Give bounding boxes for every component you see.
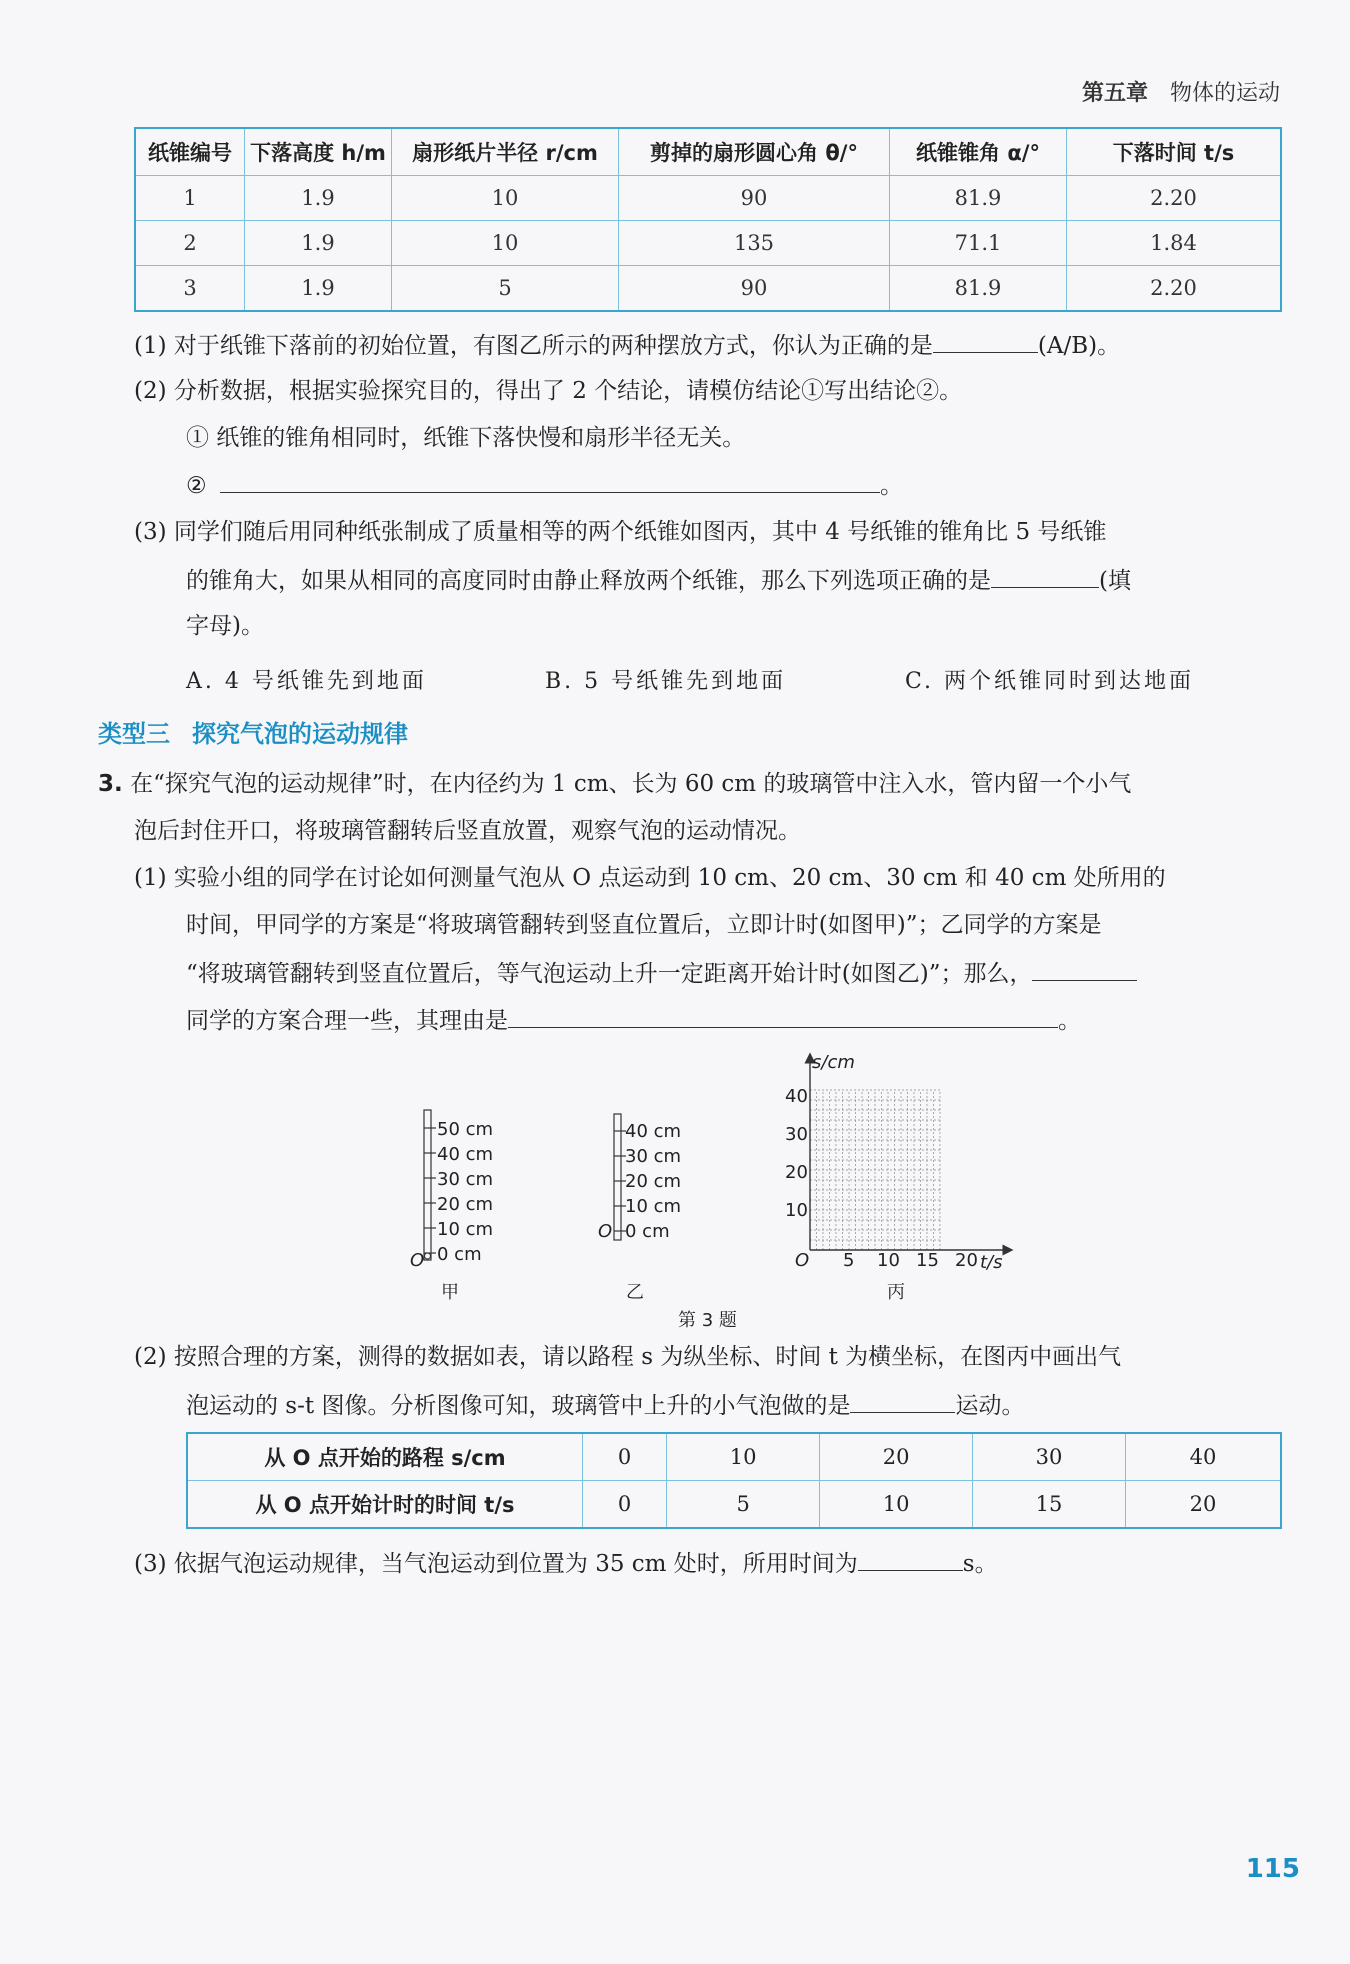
table-row [135,176,1281,221]
q2-part1-end: (A/B)。 [1037,333,1121,359]
q2-part1-text: (1) 对于纸锥下落前的初始位置，有图乙所示的两种摆放方式，你认为正确的是 [134,333,933,359]
section-type: 类型三 [98,720,170,748]
table-cell: 20 [820,1433,973,1481]
answer-blank[interactable] [1032,956,1137,981]
question-figure-caption: 第 3 题 [678,1310,737,1331]
table-cell: 10 [667,1433,820,1481]
row-head-time: 从 O 点开始计时的时间 t/s [187,1481,583,1529]
table-cell: 81.9 [890,176,1067,221]
table-header-cell: 纸锥编号 [135,128,245,176]
answer-blank[interactable] [220,468,880,493]
answer-blank[interactable] [858,1546,963,1571]
question-number: 3. [98,771,123,797]
conclusion-1: ① 纸锥的锥角相同时，纸锥下落快慢和扇形半径无关。 [186,425,746,451]
table-cell: 10 [392,221,619,266]
q2-part3-line1: (3) 同学们随后用同种纸张制成了质量相等的两个纸锥如图丙，其中 4 号纸锥的锥角比 5 号纸锥 [134,519,1107,545]
chapter-number: 第五章 [1081,81,1148,106]
table-cell: 1.9 [245,176,392,221]
q3-part1-reason: 同学的方案合理一些，其理由是 [186,1008,508,1034]
table-cell: 90 [619,266,890,312]
table-row [187,1433,1281,1481]
q3-part1-end: 。 [1058,1008,1081,1034]
y-tick-label: 30 [785,1124,808,1145]
table-cell: 135 [619,221,890,266]
table-header-cell: 纸锥锥角 α/° [890,128,1067,176]
chapter-title: 物体的运动 [1169,81,1280,106]
table-cell: 10 [820,1481,973,1529]
figure-caption-yi: 乙 [626,1282,644,1303]
tick-label: 40 cm [437,1144,494,1165]
q3-intro-line1 [98,768,1131,800]
y-tick-label: 10 [785,1200,808,1221]
table-cell: 2 [135,221,245,266]
table-row [135,266,1281,312]
tick-label: 50 cm [437,1119,494,1140]
q2-part3-text: 的锥角大，如果从相同的高度同时由静止释放两个纸锥，那么下列选项正确的是 [186,568,991,594]
q3-part1-text: “将玻璃管翻转到竖直位置后，等气泡运动上升一定距离开始计时(如图乙)”；那么， [186,961,1033,987]
tick-label: 20 cm [437,1194,494,1215]
x-tick-label: 15 [916,1250,939,1271]
y-axis-label: s/cm [812,1052,855,1073]
table-cell: 3 [135,266,245,312]
x-axis-label: t/s [980,1252,1003,1273]
answer-blank[interactable] [933,328,1038,353]
table-header-cell: 下落高度 h/m [245,128,392,176]
table-cell: 30 [973,1433,1126,1481]
conclusion-2 [186,468,903,502]
q3-part1-line3 [186,956,1137,990]
q3-part1-line4 [186,1003,1081,1037]
option-a: A. 4 号纸锥先到地面 [186,669,427,694]
y-tick-label: 20 [785,1162,808,1183]
tick-label: 20 cm [625,1171,682,1192]
figure-caption-jia: 甲 [441,1282,459,1303]
section-title [98,714,408,749]
tick-label: 30 cm [625,1146,682,1167]
q3-part2-line2 [186,1388,1024,1422]
q2-part3-line3: 字母)。 [186,613,264,639]
q2-part3-line2 [186,563,1131,597]
table-row [135,221,1281,266]
q3-part2-text: 泡运动的 s-t 图像。分析图像可知，玻璃管中上升的小气泡做的是 [186,1393,851,1419]
tick-label: 0 cm [625,1221,670,1242]
y-tick-label: 40 [785,1086,808,1107]
table-cell: 2.20 [1067,176,1282,221]
q3-intro-text: 在“探究气泡的运动规律”时，在内径约为 1 cm、长为 60 cm 的玻璃管中注入水，管内留一个小气 [130,771,1132,797]
figure-bing-grid [790,1050,1020,1270]
x-tick-label: 5 [843,1250,855,1271]
bubble-data-table [186,1432,1282,1529]
table-cell: 81.9 [890,266,1067,312]
bubble-icon [425,1253,431,1259]
table-header-cell: 扇形纸片半径 r/cm [392,128,619,176]
table-cell: 5 [667,1481,820,1529]
table-cell: 1.9 [245,266,392,312]
table-cell: 5 [392,266,619,312]
tick-label: 40 cm [625,1121,682,1142]
q3-part1-line2: 时间，甲同学的方案是“将玻璃管翻转到竖直位置后，立即计时(如图甲)”；乙同学的方案是 [186,912,1102,938]
section-name: 探究气泡的运动规律 [192,720,408,748]
tick-label: 10 cm [625,1196,682,1217]
table-header-cell: 剪掉的扇形圆心角 θ/° [619,128,890,176]
q2-part2: (2) 分析数据，根据实验探究目的，得出了 2 个结论，请模仿结论①写出结论②。 [134,378,963,404]
table-cell: 2.20 [1067,266,1282,312]
tick-label: 10 cm [437,1219,494,1240]
q3-part3-end: s。 [962,1551,998,1577]
conclusion-2-end: 。 [879,473,903,499]
row-head-distance: 从 O 点开始的路程 s/cm [187,1433,583,1481]
table-cell: 1 [135,176,245,221]
answer-blank[interactable] [850,1388,955,1413]
q3-part2-end: 运动。 [955,1393,1025,1419]
page-number: 115 [1245,1854,1300,1884]
tick-label: 0 cm [437,1244,482,1265]
table-cell: 0 [583,1433,667,1481]
table-header-row [135,128,1281,176]
table-cell: 1.84 [1067,221,1282,266]
origin-label: O [410,1250,425,1271]
q2-part3-end: (填 [1099,568,1131,594]
table-cell: 40 [1125,1433,1281,1481]
figure-caption-bing: 丙 [887,1282,905,1303]
q3-part3 [134,1546,998,1580]
table-cell: 10 [392,176,619,221]
q3-part2-line1: (2) 按照合理的方案，测得的数据如表，请以路程 s 为纵坐标、时间 t 为横坐标，在图丙中画出气 [134,1344,1122,1370]
table-cell: 20 [1125,1481,1281,1529]
origin-label: O [598,1221,613,1242]
table-cell: 15 [973,1481,1126,1529]
conclusion-2-marker: ② [186,473,207,499]
chapter-header [1082,76,1280,107]
glass-tube-yi [614,1114,621,1240]
option-b: B. 5 号纸锥先到地面 [545,669,787,694]
table-cell: 71.1 [890,221,1067,266]
q3-intro-line2: 泡后封住开口，将玻璃管翻转后竖直放置，观察气泡的运动情况。 [134,818,801,844]
q2-part1 [134,328,1120,362]
glass-tube-jia [424,1110,431,1260]
table-header-cell: 下落时间 t/s [1067,128,1282,176]
tick-label: 30 cm [437,1169,494,1190]
cone-data-table [134,127,1282,312]
x-tick-label: 20 [955,1250,978,1271]
origin-label: O [795,1250,810,1271]
answer-blank[interactable] [991,563,1099,588]
q3-part1-line1: (1) 实验小组的同学在讨论如何测量气泡从 O 点运动到 10 cm、20 cm、30 cm 和 40 cm 处所用的 [134,865,1166,891]
answer-blank[interactable] [508,1003,1058,1028]
q3-part3-text: (3) 依据气泡运动规律，当气泡运动到位置为 35 cm 处时，所用时间为 [134,1551,858,1577]
table-row [187,1481,1281,1529]
table-cell: 1.9 [245,221,392,266]
table-cell: 0 [583,1481,667,1529]
x-tick-label: 10 [877,1250,900,1271]
table-cell: 90 [619,176,890,221]
option-c: C. 两个纸锥同时到达地面 [905,669,1195,694]
